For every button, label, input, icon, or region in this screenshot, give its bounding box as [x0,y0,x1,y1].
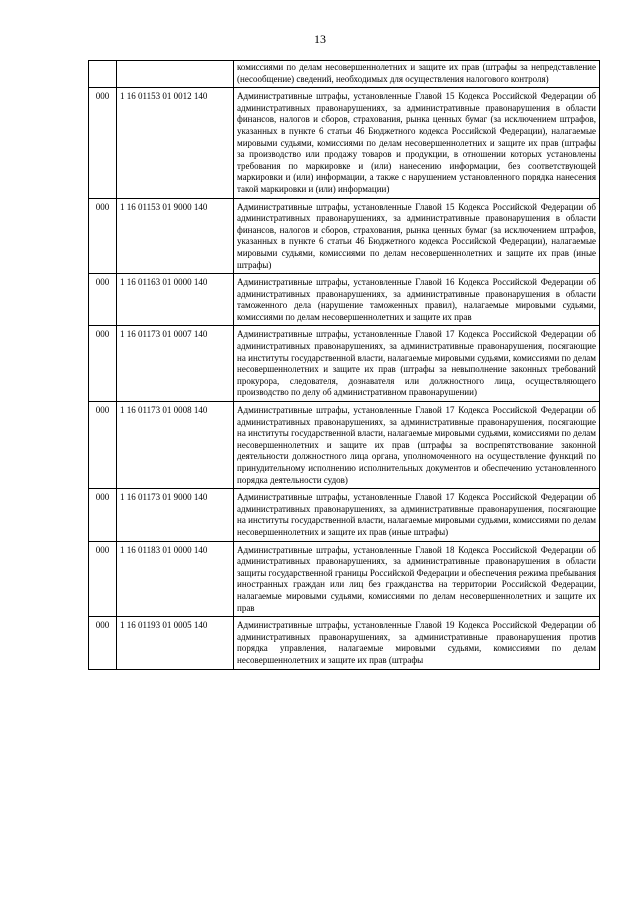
table-row [89,489,600,541]
table-row [89,402,600,489]
budget-code-cell: 1 16 01183 01 0000 140 [117,541,234,617]
description-cell: комиссиями по делам несовершеннолетних и защите их прав (штрафы за непредставление (несообщение) сведений, необходимых для осуществления налогового контроля) [234,61,600,88]
budget-code-cell: 1 16 01153 01 9000 140 [117,198,234,274]
budget-code-cell: 1 16 01173 01 0008 140 [117,402,234,489]
budget-classification-table [88,60,600,670]
budget-code-cell: 1 16 01173 01 0007 140 [117,326,234,402]
table-row [89,61,600,88]
table-row [89,541,600,617]
table-row [89,88,600,198]
admin-code-cell [89,61,117,88]
admin-code-cell: 000 [89,88,117,198]
description-cell: Административные штрафы, установленные Главой 18 Кодекса Российской Федерации об административных правонарушениях, за административные правонарушения в области защиты государственной границы Российской Федерации и обеспечения режима пребывания иностранных граждан или лиц без гражданства на территории Российской Федерации, налагаемые мировыми судьями, комиссиями по делам несовершеннолетних и защите их прав [234,541,600,617]
budget-code-cell: 1 16 01163 01 0000 140 [117,274,234,326]
budget-code-cell: 1 16 01153 01 0012 140 [117,88,234,198]
description-cell: Административные штрафы, установленные Главой 17 Кодекса Российской Федерации об административных правонарушениях, за административные правонарушения, посягающие на институты государственной власти, налагаемые мировыми судьями, комиссиями по делам несовершеннолетних и защите их прав (штрафы за невыполнение законных требований прокурора, следователя, дознавателя или должностного лица, осуществляющего производство по делу об административном правонарушении) [234,326,600,402]
budget-code-cell: 1 16 01193 01 0005 140 [117,617,234,669]
admin-code-cell: 000 [89,402,117,489]
admin-code-cell: 000 [89,541,117,617]
admin-code-cell: 000 [89,326,117,402]
admin-code-cell: 000 [89,274,117,326]
description-cell: Административные штрафы, установленные Главой 17 Кодекса Российской Федерации об административных правонарушениях, за административные правонарушения, посягающие на институты государственной власти, налагаемые мировыми судьями, комиссиями по делам несовершеннолетних и защите их прав (штрафы за воспрепятствование законной деятельности должностного лица органа, уполномоченного на осуществление функций по принудительному исполнению исполнительных документов и обеспечению установленного порядка деятельности судов) [234,402,600,489]
description-cell: Административные штрафы, установленные Главой 16 Кодекса Российской Федерации об административных правонарушениях, за административные правонарушения в области таможенного дела (нарушение таможенных правил), налагаемые мировыми судьями, комиссиями по делам несовершеннолетних и защите их прав [234,274,600,326]
description-cell: Административные штрафы, установленные Главой 15 Кодекса Российской Федерации об административных правонарушениях, за административные правонарушения в области финансов, налогов и сборов, страхования, рынка ценных бумаг (за исключением штрафов, указанных в пункте 6 статьи 46 Бюджетного кодекса Российской Федерации), налагаемые мировыми судьями, комиссиями по делам несовершеннолетних и защите их прав (иные штрафы) [234,198,600,274]
table-row [89,198,600,274]
table-row [89,274,600,326]
budget-code-cell [117,61,234,88]
budget-code-cell: 1 16 01173 01 9000 140 [117,489,234,541]
admin-code-cell: 000 [89,198,117,274]
table-row [89,617,600,669]
table-row [89,326,600,402]
description-cell: Административные штрафы, установленные Главой 19 Кодекса Российской Федерации об административных правонарушениях, за административные правонарушения против порядка управления, налагаемые мировыми судьями, комиссиями по делам несовершеннолетних и защите их прав (штрафы [234,617,600,669]
page-number: 13 [314,32,326,46]
admin-code-cell: 000 [89,617,117,669]
description-cell: Административные штрафы, установленные Главой 17 Кодекса Российской Федерации об административных правонарушениях, за административные правонарушения, посягающие на институты государственной власти, налагаемые мировыми судьями, комиссиями по делам несовершеннолетних и защите их прав (иные штрафы) [234,489,600,541]
description-cell: Административные штрафы, установленные Главой 15 Кодекса Российской Федерации об административных правонарушениях, за административные правонарушения в области финансов, налогов и сборов, страхования, рынка ценных бумаг (за исключением штрафов, указанных в пункте 6 статьи 46 Бюджетного кодекса Российской Федерации), налагаемые мировыми судьями, комиссиями по делам несовершеннолетних и защите их прав (штрафы за производство или продажу товаров и продукции, в отношении которых установлены требования по маркировке и (или) нанесению информации, без соответствующей маркировки и (или) информации, а также с нарушением установленного порядка нанесения такой маркировки и (или) информации) [234,88,600,198]
admin-code-cell: 000 [89,489,117,541]
